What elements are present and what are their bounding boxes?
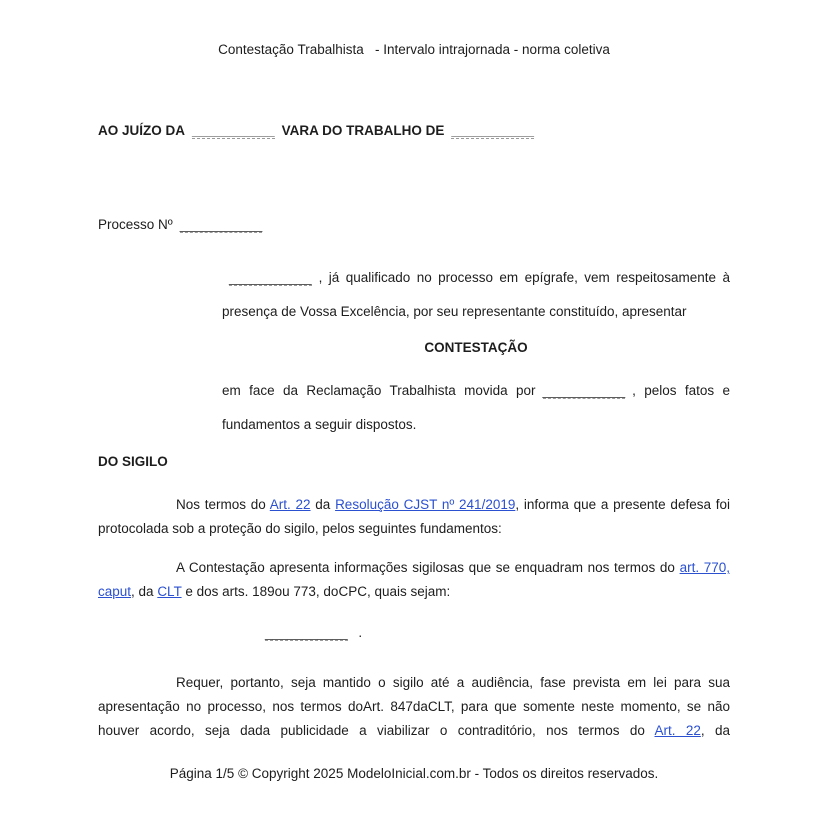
- blank-field: ___________: [179, 217, 263, 232]
- blank-field: ___________: [451, 123, 534, 138]
- blank-field: ___________: [265, 625, 348, 640]
- paragraph-em-face: [222, 374, 730, 442]
- document-title: Contestação Trabalhista - Intervalo intrajornada - norma coletiva: [218, 42, 610, 57]
- text-run: em face da Reclamação Trabalhista movida por: [222, 383, 536, 398]
- inline-link[interactable]: Art. 22: [654, 723, 701, 738]
- page-footer: Página 1/5 © Copyright 2025 ModeloInicial.com.br - Todos os direitos reservados.: [169, 766, 659, 781]
- heading-contestacao: CONTESTAÇÃO: [424, 340, 528, 355]
- text-run: e dos arts. 189ou 773, doCPC, quais sejam:: [181, 584, 451, 599]
- text-run: , informa que a presente defesa foi protocolada sob a proteção do sigilo, pelos seguintes fundamentos:: [98, 497, 730, 536]
- inline-link[interactable]: art. 770, caput: [98, 560, 730, 599]
- text-run: da: [310, 497, 336, 512]
- inline-link[interactable]: Art. 22: [269, 497, 311, 512]
- paragraph-apresenta: [98, 556, 730, 604]
- process-number-line: [98, 215, 730, 235]
- paragraph-blank-dot: [98, 621, 730, 645]
- text-run: , já qualificado no processo em epígrafe, vem respeitosamente à presença de Vossa Excelência, por seu representante constituído, apresentar: [222, 270, 730, 319]
- text-run: Requer, portanto, seja mantido o sigilo até a audiência, fase prevista em lei para sua apresentação no processo, nos termos doArt. 847daCLT, para que somente neste momento, se não houver acordo, seja dada publicidade a viabilizar o contraditório, nos termos do: [98, 675, 730, 738]
- inline-link[interactable]: Resolução CJST nº 241/2019: [335, 497, 516, 512]
- text-run: .: [354, 625, 363, 640]
- text-run: VARA DO TRABALHO DE: [281, 123, 445, 138]
- court-address-line: [98, 121, 738, 141]
- blank-field: ___________: [192, 123, 275, 138]
- text-run: Processo Nº: [98, 217, 173, 232]
- blank-field: ___________: [542, 383, 626, 398]
- text-run: AO JUÍZO DA: [98, 123, 186, 138]
- text-run: Nos termos do: [176, 497, 270, 512]
- text-run: , da: [131, 584, 158, 599]
- text-run: , da: [700, 723, 730, 738]
- inline-link[interactable]: CLT: [157, 584, 182, 599]
- paragraph-nos-termos: [98, 493, 730, 541]
- heading-do-sigilo: DO SIGILO: [98, 454, 168, 469]
- paragraph-qualificado: [222, 261, 730, 329]
- blank-field: ___________: [229, 270, 312, 285]
- text-run: , pelos fatos e fundamentos a seguir dispostos.: [222, 383, 730, 432]
- text-run: A Contestação apresenta informações sigilosas que se enquadram nos termos do: [176, 560, 680, 575]
- paragraph-requer: [98, 671, 730, 743]
